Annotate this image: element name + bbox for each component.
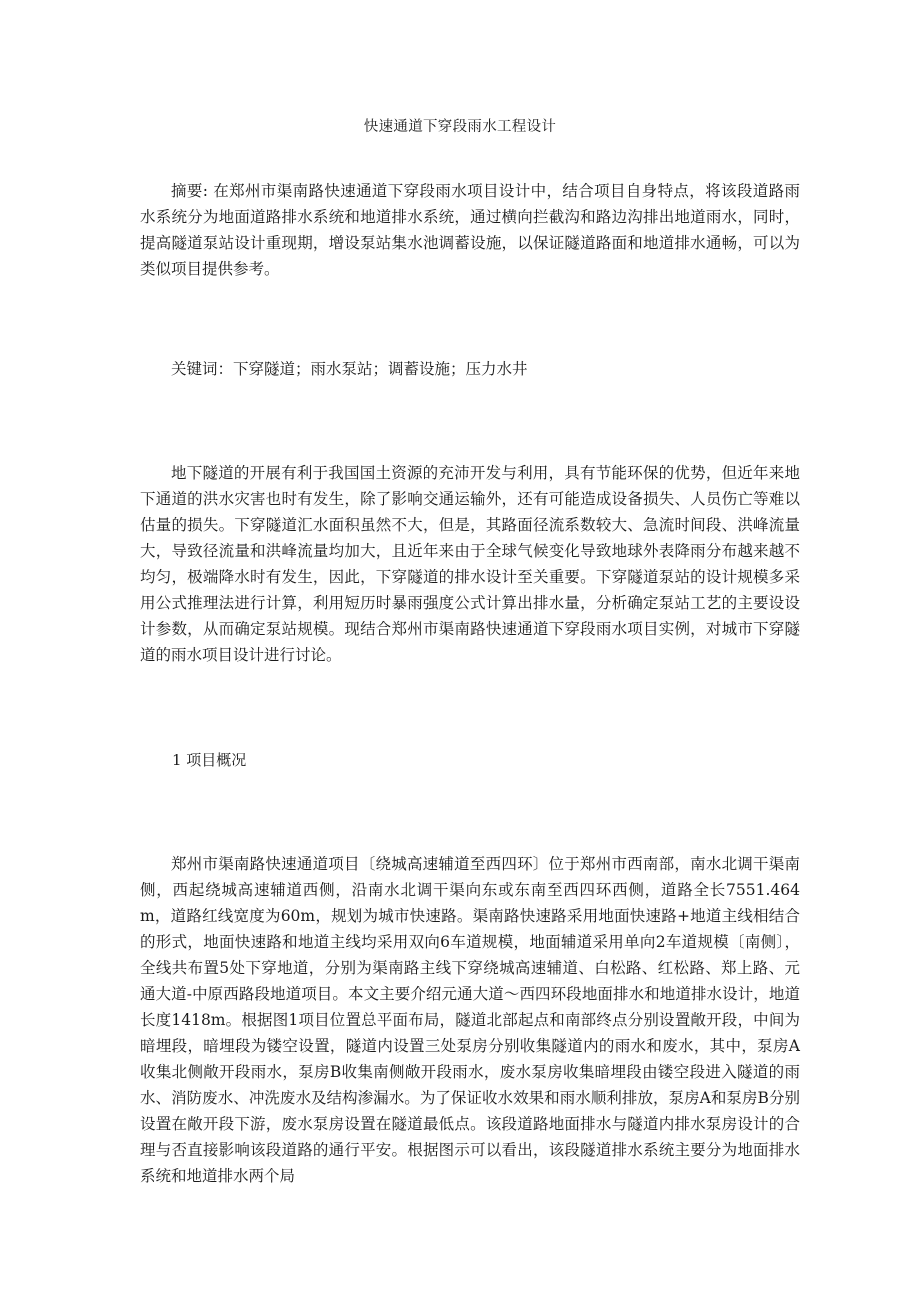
section-heading: 1 项目概况 — [172, 751, 247, 769]
section-body-paragraph: 郑州市渠南路快速通道项目〔绕城高速辅道至西四环〕位于郑州市西南部，南水北调干渠南侧，西起绕城高速辅道西侧，沿南水北调干渠向东或东南至西四环西侧，道路全长7551.464m，道路红线宽度为60m，规划为城市快速路。渠南路快速路采用地面快速路+地道主线相结合的形式，地面快速路和地道主线均采用双向6车道规模，地面辅道采用单向2车道规模〔南侧〕，全线共布置5处下穿地道，分别为渠南路主线下穿绕城高速辅道、白松路、红松路、郑上路、元通大道-中原西路段地道项目。本文主要介绍元通大道～西四环段地面排水和地道排水设计，地道长度1418m。根据图1项目位置总平面布局，隧道北部起点和南部终点分别设置敞开段，中间为暗埋段，暗埋段为镂空设置，隧道内设置三处泵房分别收集隧道内的雨水和废水，其中，泵房A收集北侧敞开段雨水，泵房B收集南侧敞开段雨水，废水泵房收集暗埋段由镂空段进入隧道的雨水、消防废水、冲洗废水及结构渗漏水。为了保证收水效果和雨水顺利排放，泵房A和泵房B分别设置在敞开段下游，废水泵房设置在隧道最低点。该段道路地面排水与隧道内排水泵房设计的合理与否直接影响该段道路的通行平安。根据图示可以看出，该段隧道排水系统主要分为地面排水系统和地道排水两个局 — [140, 855, 800, 1185]
document-title: 快速通道下穿段雨水工程设计 — [363, 119, 557, 135]
intro-paragraph: 地下隧道的开展有利于我国国土资源的充沛开发与利用，具有节能环保的优势，但近年来地下通道的洪水灾害也时有发生，除了影响交通运输外，还有可能造成设备损失、人员伤亡等难以估量的损失。下穿隧道汇水面积虽然不大，但是，其路面径流系数较大、急流时间段、洪峰流量大，导致径流量和洪峰流量均加大，且近年来由于全球气候变化导致地球外表降雨分布越来越不均匀，极端降水时有发生，因此，下穿隧道的排水设计至关重要。下穿隧道泵站的设计规模多采用公式推理法进行计算，利用短历时暴雨强度公式计算出排水量，分析确定泵站工艺的主要设设计参数，从而确定泵站规模。现结合郑州市渠南路快速通道下穿段雨水项目实例，对城市下穿隧道的雨水项目设计进行讨论。 — [140, 464, 800, 664]
abstract-paragraph: 摘要: 在郑州市渠南路快速通道下穿段雨水项目设计中，结合项目自身特点，将该段道路雨水系统分为地面道路排水系统和地道排水系统，通过横向拦截沟和路边沟排出地道雨水，同时，提高隧道泵站设计重现期，增设泵站集水池调蓄设施，以保证隧道路面和地道排水通畅，可以为类似项目提供参考。 — [140, 182, 800, 278]
keywords-paragraph: 关键词：下穿隧道；雨水泵站；调蓄设施；压力水井 — [171, 360, 528, 378]
